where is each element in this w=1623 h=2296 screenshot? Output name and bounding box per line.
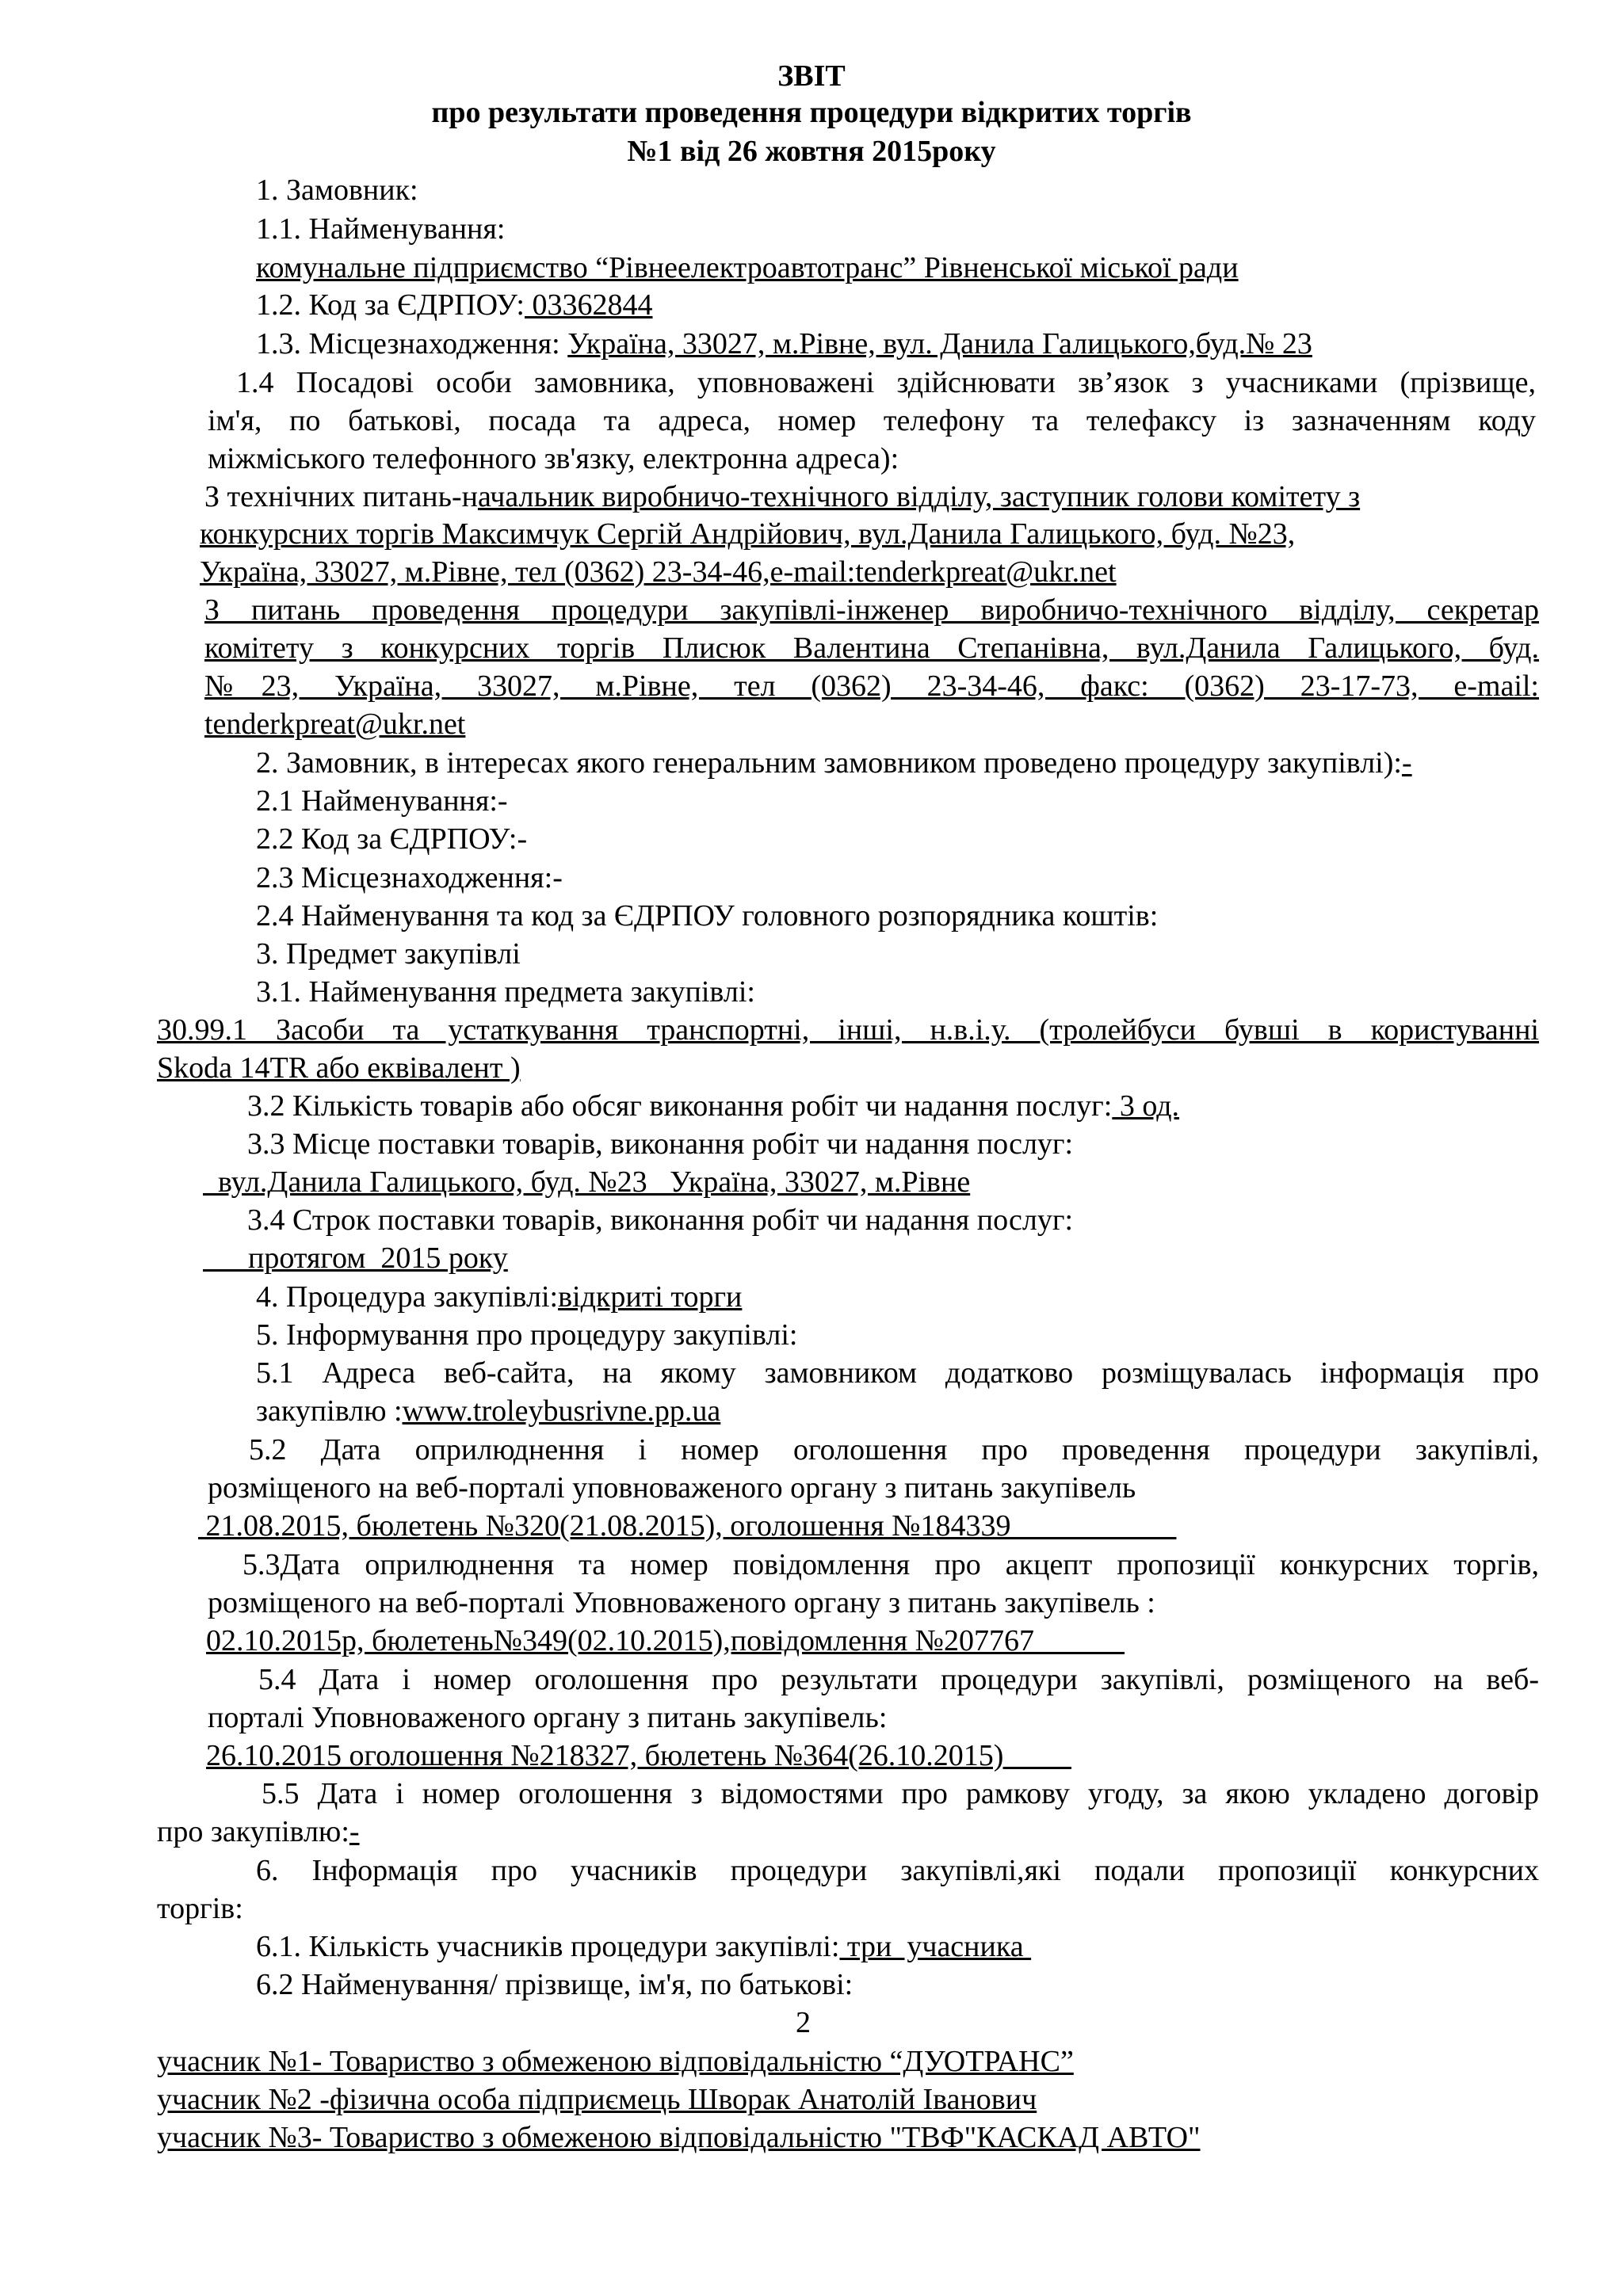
acceptance-value: 02.10.2015р, бюлетень№349(02.10.2015),повідомлення №207767 <box>206 1624 1125 1657</box>
officials-line-1: 1.4 Посадові особи замовника, уповноважені здійснювати зв’язок з учасниками (прізвище, <box>236 366 1536 399</box>
s2-name: 2.1 Найменування:- <box>256 784 508 818</box>
location-label: 1.3. Місцезнаходження: <box>256 327 568 360</box>
s2-heading-line <box>256 745 1412 781</box>
results-value: 26.10.2015 оголошення №218327, бюлетень №364(26.10.2015) <box>206 1739 1071 1772</box>
tech-person: Максимчук Сергій Андрійович, вул.Данила Галицького, буд. №23, <box>441 517 1296 551</box>
participant-3: учасник №3- Товариство з обмеженою відповідальністю "ТВФ"КАСКАД АВТО" <box>157 2121 1201 2154</box>
s2-heading-value: - <box>1401 746 1412 780</box>
framework-label: про закупівлю: <box>157 1815 349 1848</box>
tech-phone-email: тел (0362) 23-34-46,e-mail:tenderkpreat@ukr.net <box>515 555 1117 589</box>
s1-location-line <box>256 326 1312 362</box>
s2-manager: 2.4 Найменування та код за ЄДРПОУ головного розпорядника коштів: <box>256 899 1159 933</box>
acceptance-line-2: розміщеного на веб-порталі Уповноваженого органу з питань закупівель : <box>208 1586 1155 1619</box>
delivery-term: протягом 2015 року <box>203 1241 508 1275</box>
s3-quantity-line <box>247 1088 1179 1124</box>
customer-name: комунальне підприємство “Рівнеелектроавтотранс” Рівненської міської ради <box>256 251 1239 284</box>
quantity-label: 3.2 Кількість товарів або обсяг виконання робіт чи надання послуг: <box>247 1089 1113 1123</box>
proc-contact-email: tenderkpreat@ukr.net <box>204 707 466 741</box>
proc-contact-line-2: комітету з конкурсних торгів Плисюк Валентина Степанівна, вул.Данила Галицького, буд. <box>204 631 1539 665</box>
website-line-2 <box>256 1393 720 1429</box>
s2-code: 2.2 Код за ЄДРПОУ:- <box>256 822 528 856</box>
s5-heading: 5. Інформування про процедуру закупівлі: <box>256 1318 798 1352</box>
tech-address: Україна, 33027, м.Рівне, <box>200 555 516 589</box>
s1-name-label: 1.1. Найменування: <box>256 212 506 246</box>
quantity-value: 3 од. <box>1112 1089 1180 1123</box>
report-subtitle: про результати проведення процедури відкритих торгів <box>431 96 1192 129</box>
officials-line-3: міжміського телефонного зв'язку, електронна адреса): <box>208 442 899 475</box>
delivery-place: вул.Данила Галицького, буд. №23 Україна, 33027, м.Рівне <box>203 1165 971 1199</box>
acceptance-line-1: 5.3Дата оприлюднення та номер повідомлення про акцепт пропозиції конкурсних торгів, <box>242 1548 1539 1581</box>
tech-position: ачальник виробничо-технічного відділу, заступник голови комітету з <box>477 480 1361 513</box>
proc-contact-line-3: №23, Україна, 33027, м.Рівне, тел (0362) 23-34-46, факс: (0362) 23-17-73, e-mail: <box>204 669 1539 703</box>
participants-heading-line-1: 6. Інформація про учасників процедури закупівлі,які подали пропозиції конкурсних <box>256 1854 1539 1887</box>
procedure-label: 4. Процедура закупівлі: <box>256 1280 559 1314</box>
s1-heading: 1. Замовник: <box>256 174 418 207</box>
report-number-date: №1 від 26 жовтня 2015року <box>627 135 996 168</box>
results-line-1: 5.4 Дата і номер оголошення про результати процедури закупівлі, розміщеного на веб- <box>258 1663 1539 1696</box>
participants-count-line <box>256 1928 1031 1965</box>
report-title: ЗВІТ <box>777 59 846 93</box>
framework-value: - <box>349 1815 360 1848</box>
s1-code-line <box>256 287 652 323</box>
procedure-value: відкриті торги <box>558 1280 743 1314</box>
announcement-line-2: розміщеного на веб-порталі уповноваженого органу з питань закупівель <box>208 1471 1136 1505</box>
participants-heading-line-2: торгів: <box>157 1892 243 1925</box>
code-label: 1.2. Код за ЄДРПОУ: <box>256 288 525 322</box>
announcement-line-1: 5.2 Дата оприлюднення і номер оголошення про проведення процедури закупівлі, <box>249 1433 1539 1466</box>
s3-term-label: 3.4 Строк поставки товарів, виконання робіт чи надання послуг: <box>247 1203 1074 1237</box>
officials-line-2: ім'я, по батькові, посада та адреса, номер телефону та телефаксу із зазначенням коду <box>208 404 1536 437</box>
subject-line-2: Skoda 14TR або еквівалент ) <box>157 1051 521 1085</box>
proc-contact-line-1: З питань проведення процедури закупівлі-інженер виробничо-технічного відділу, секретар <box>204 593 1539 627</box>
tech-contact-line-2 <box>200 516 1295 552</box>
s4-line <box>256 1279 742 1315</box>
framework-line-1: 5.5 Дата і номер оголошення з відомостями про рамкову угоду, за якою укладено договір <box>262 1777 1539 1810</box>
s3-place-label: 3.3 Місце поставки товарів, виконання робіт чи надання послуг: <box>247 1127 1074 1161</box>
participant-2: учасник №2 -фізична особа підприємець Шворак Анатолій Іванович <box>157 2083 1037 2116</box>
participant-1: учасник №1- Товариство з обмеженою відповідальністю “ДУОТРАНС” <box>157 2045 1074 2078</box>
tech-contact-line-1 <box>204 479 1360 515</box>
framework-line-2 <box>157 1814 360 1850</box>
participants-names-label: 6.2 Найменування/ прізвище, ім'я, по батькові: <box>256 1968 854 2001</box>
website-line-1: 5.1 Адреса веб-сайта, на якому замовником додатково розміщувалась інформація про <box>256 1356 1539 1390</box>
s3-heading: 3. Предмет закупівлі <box>256 937 521 971</box>
edrpou-code: 03362844 <box>524 288 653 322</box>
tech-contact-line-3 <box>200 554 1117 590</box>
website-label: закупівлю : <box>256 1394 403 1428</box>
participants-count-label: 6.1. Кількість учасників процедури закупівлі: <box>256 1930 840 1963</box>
participants-count-value: три учасника <box>839 1930 1032 1963</box>
results-line-2: порталі Уповноваженого органу з питань закупівель: <box>208 1701 888 1734</box>
tech-committee: конкурсних торгів <box>200 517 442 551</box>
s2-heading: 2. Замовник, в інтересах якого генеральним замовником проведено процедуру закупівлі): <box>256 746 1402 780</box>
customer-location: Україна, 33027, м.Рівне, вул. Данила Галицького,буд.№ 23 <box>567 327 1312 360</box>
subject-line-1: 30.99.1 Засоби та устаткування транспортні, інші, н.в.і.у. (тролейбуси бувші в користуванні <box>157 1013 1539 1047</box>
announcement-value: 21.08.2015, бюлетень №320(21.08.2015), оголошення №184339 <box>198 1509 1177 1543</box>
website-url: www.troleybusrivne.pp.ua <box>402 1394 721 1428</box>
page-number: 2 <box>796 2006 811 2039</box>
tech-prefix: З технічних питань-н <box>204 480 478 513</box>
s2-location: 2.3 Місцезнаходження:- <box>256 861 563 894</box>
s3-name-label: 3.1. Найменування предмета закупівлі: <box>256 975 755 1009</box>
